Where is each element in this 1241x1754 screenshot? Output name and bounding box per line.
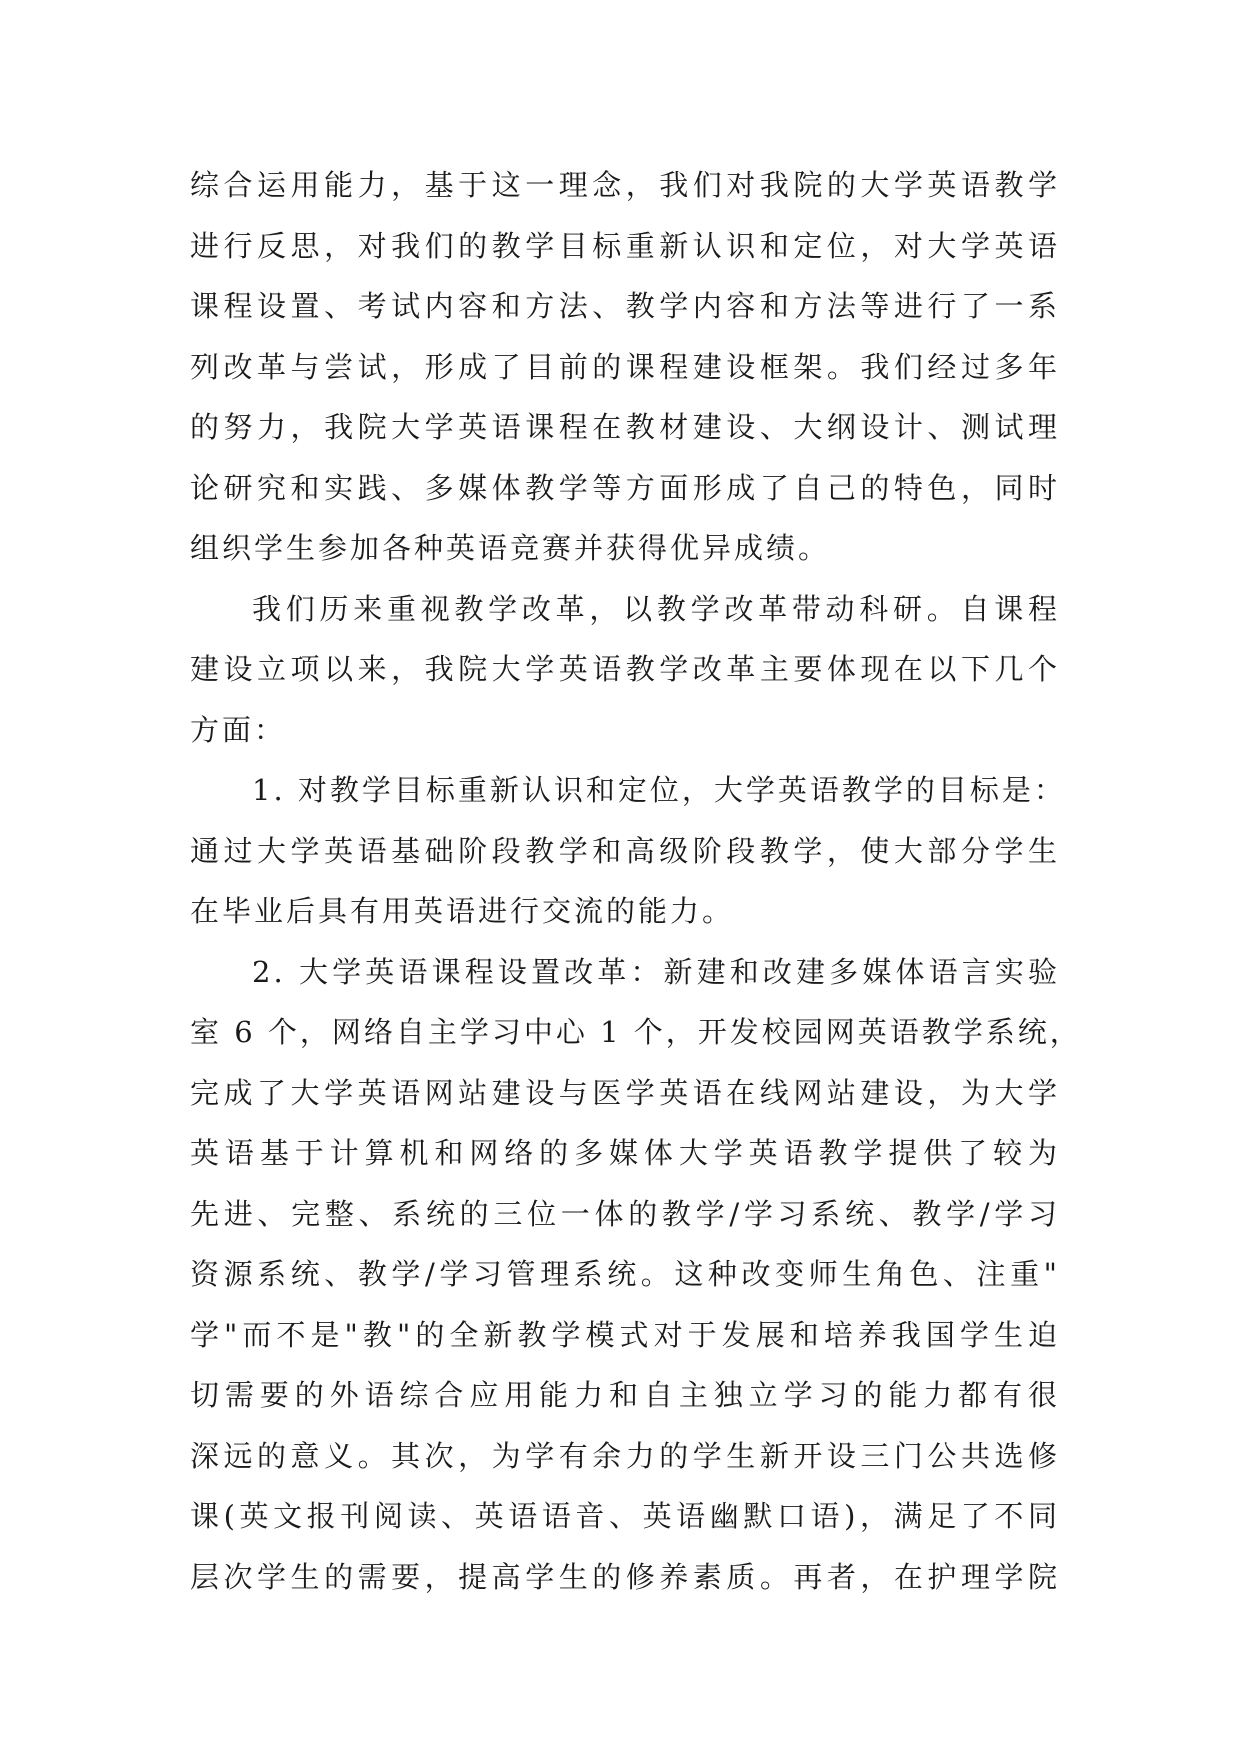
- text-line: 方面：: [190, 712, 287, 747]
- text-line: 切需要的外语综合应用能力和自主独立学习的能力都有很: [190, 1378, 1060, 1412]
- text-line: 论研究和实践、多媒体教学等方面形成了自己的特色，同时: [190, 470, 1060, 505]
- text-line: 建设立项以来，我院大学英语教学改革主要体现在以下几个: [190, 652, 1060, 686]
- text-line: 完成了大学英语网站建设与医学英语在线网站建设，为大学: [190, 1075, 1060, 1110]
- paragraph: [190, 942, 1082, 1608]
- text-line: 先进、完整、系统的三位一体的教学/学习系统、教学/学习: [190, 1196, 1060, 1231]
- paragraph: [190, 155, 1060, 579]
- text-line: 学"而不是"教"的全新教学模式对于发展和培养我国学生迫: [190, 1317, 1060, 1352]
- body-text: [190, 155, 1082, 1607]
- text-line: 综合运用能力，基于这一理念，我们对我院的大学英语教学: [190, 168, 1060, 202]
- text-line: 室 6 个，网络自主学习中心 1 个，开发校园网英语教学系统，: [190, 1015, 1082, 1049]
- text-line: 通过大学英语基础阶段教学和高级阶段教学，使大部分学生: [190, 833, 1060, 868]
- paragraph: [190, 579, 1060, 761]
- text-line: 层次学生的需要，提高学生的修养素质。再者，在护理学院: [190, 1559, 1060, 1594]
- text-line: 1. 对教学目标重新认识和定位，大学英语教学的目标是：: [252, 773, 1066, 807]
- text-line: 2. 大学英语课程设置改革：新建和改建多媒体语言实验: [252, 954, 1060, 989]
- text-line: 英语基于计算机和网络的多媒体大学英语教学提供了较为: [190, 1136, 1060, 1170]
- paragraph: [190, 760, 1066, 942]
- text-line: 课程设置、考试内容和方法、教学内容和方法等进行了一系: [190, 289, 1060, 323]
- text-line: 组织学生参加各种英语竞赛并获得优异成绩。: [190, 531, 831, 565]
- text-line: 的努力，我院大学英语课程在教材建设、大纲设计、测试理: [190, 410, 1060, 444]
- text-line: 进行反思，对我们的教学目标重新认识和定位，对大学英语: [190, 228, 1060, 263]
- text-line: 列改革与尝试，形成了目前的课程建设框架。我们经过多年: [190, 349, 1060, 384]
- text-line: 我们历来重视教学改革，以教学改革带动科研。自课程: [252, 591, 1060, 626]
- text-line: 在毕业后具有用英语进行交流的能力。: [190, 894, 735, 928]
- text-line: 资源系统、教学/学习管理系统。这种改变师生角色、注重": [190, 1257, 1060, 1291]
- text-line: 深远的意义。其次，为学有余力的学生新开设三门公共选修: [190, 1438, 1060, 1473]
- text-line: 课(英文报刊阅读、英语语音、英语幽默口语)，满足了不同: [190, 1499, 1060, 1533]
